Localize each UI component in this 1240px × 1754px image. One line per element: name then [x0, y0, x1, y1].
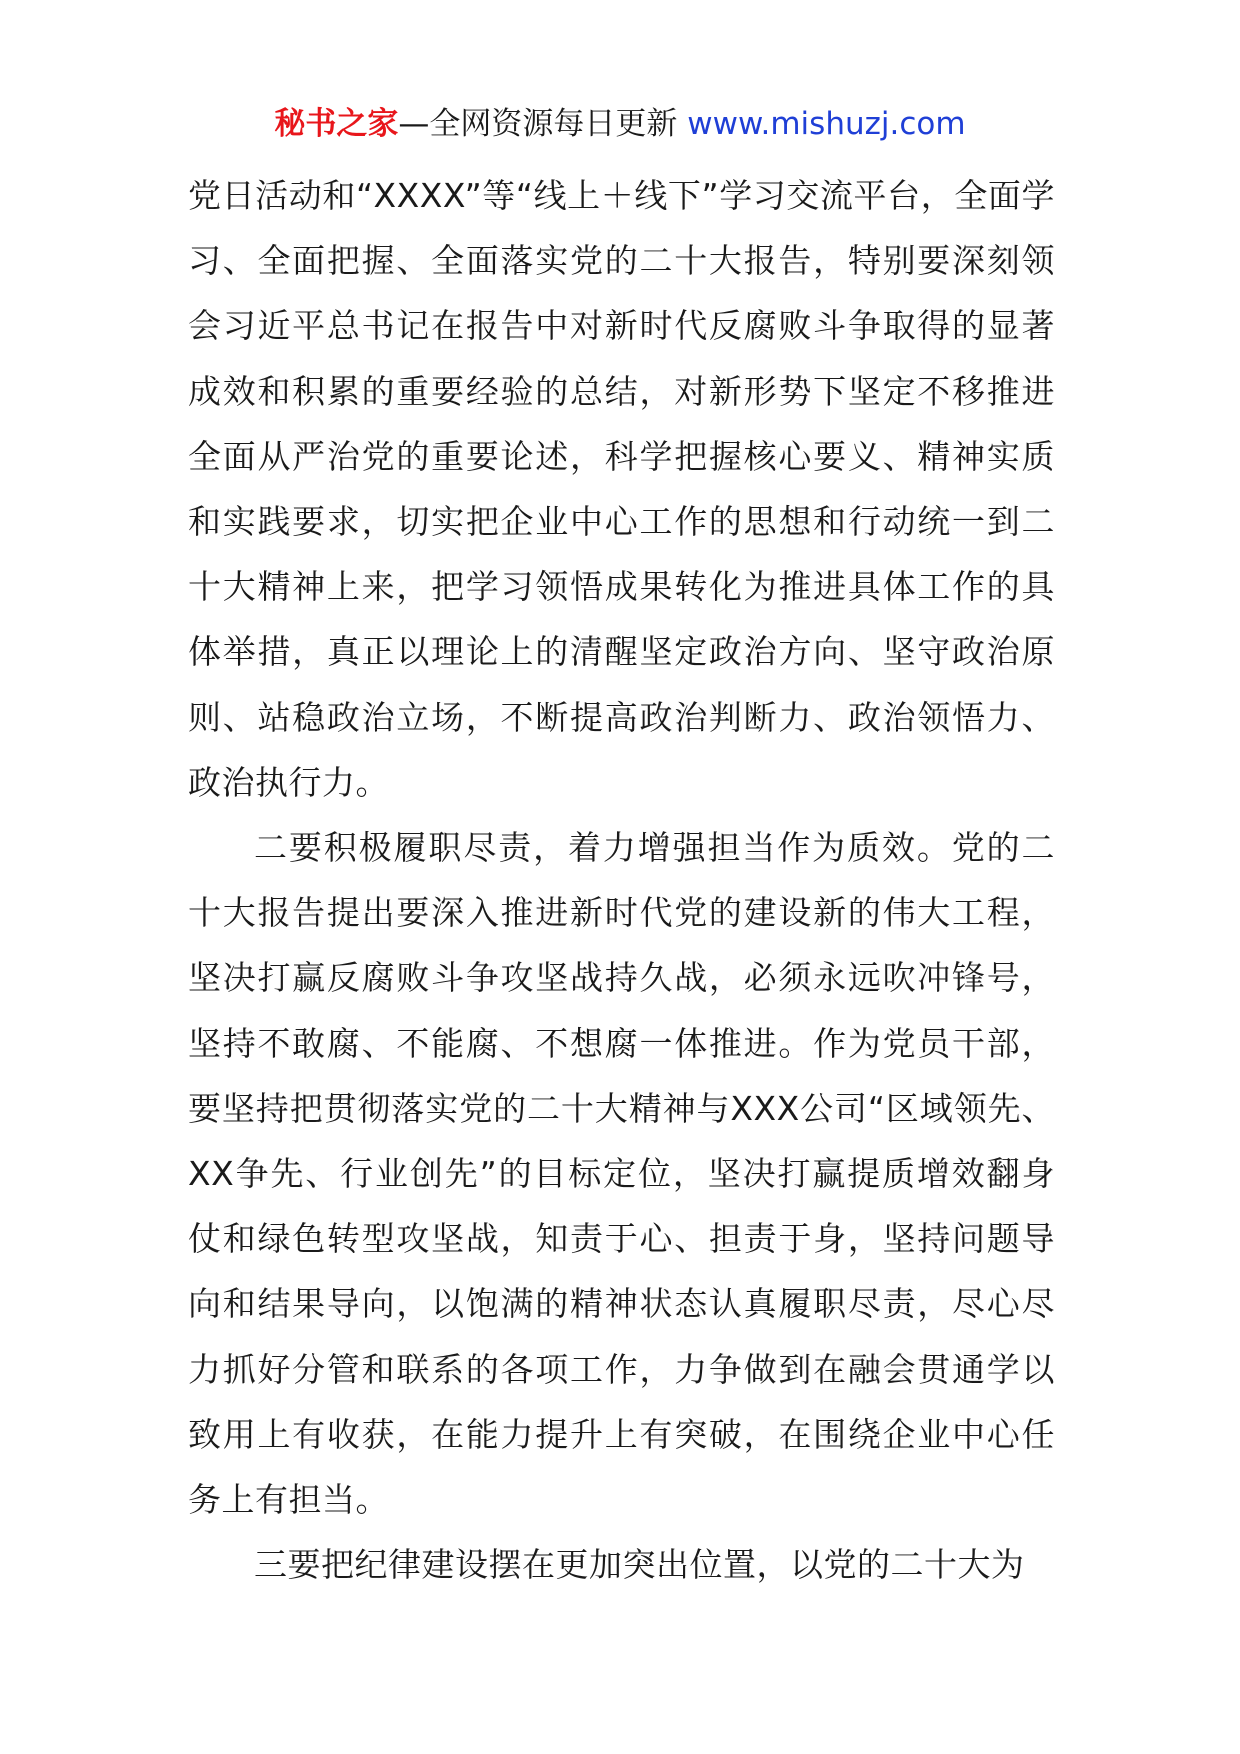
paragraph-continuation: 党日活动和“XXXX”等“线上＋线下”学习交流平台，全面学习、全面把握、全面落实党的二十大报告，特别要深刻领会习近平总书记在报告中对新时代反腐败斗争取得的显著成效和积累的重要经验的总结，对新形势下坚定不移推进全面从严治党的重要论述，科学把握核心要义、精神实质和实践要求，切实把企业中心工作的思想和行动统一到二十大精神上来，把学习领悟成果转化为推进具体工作的具体举措，真正以理论上的清醒坚定政治方向、坚守政治原则、站稳政治立场，不断提高政治判断力、政治领悟力、政治执行力。: [188, 176, 1055, 802]
paragraph-third-point: 三要把纪律建设摆在更加突出位置，以党的二十大为: [254, 1545, 1025, 1585]
header-tagline: —全网资源每日更新: [398, 106, 678, 142]
header-brand: 秘书之家: [274, 106, 399, 142]
header-url-link[interactable]: www.mishuzj.com: [687, 106, 966, 142]
paragraph-second-point: 二要积极履职尽责，着力增强担当作为质效。党的二十大报告提出要深入推进新时代党的建设新的伟大工程，坚决打赢反腐败斗争攻坚战持久战，必须永远吹冲锋号，坚持不敢腐、不能腐、不想腐一体推进。作为党员干部，要坚持把贯彻落实党的二十大精神与XXX公司“区域领先、XX争先、行业创先”的目标定位，坚决打赢提质增效翻身仗和绿色转型攻坚战，知责于心、担责于身，坚持问题导向和结果导向，以饱满的精神状态认真履职尽责，尽心尽力抓好分管和联系的各项工作，力争做到在融会贯通学以致用上有收获，在能力提升上有突破，在围绕企业中心任务上有担当。: [188, 828, 1055, 1520]
document-body: [188, 163, 1055, 1597]
page-header: [0, 104, 1240, 144]
